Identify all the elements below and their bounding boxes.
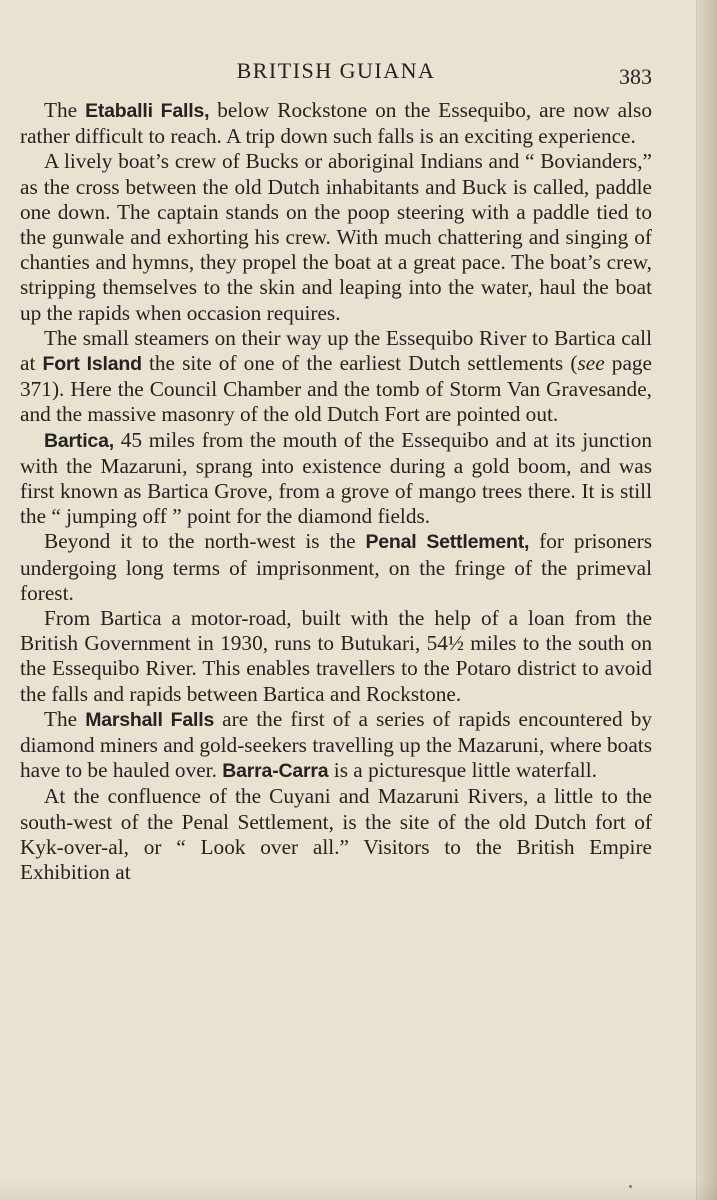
paragraph-motor-road: From Bartica a motor-road, built with the help of a loan from the British Government in 1930, runs to Butukari, 54½ miles to the south on the Essequibo River. This enables travellers to the Potaro district to avoid the falls and rapids between Bartica and Rockstone. <box>20 606 652 706</box>
running-title: BRITISH GUIANA <box>236 58 436 83</box>
body-text <box>20 98 652 885</box>
paragraph-etaballi <box>20 98 652 149</box>
text-run: page 371). Here the Council Chamber and the tomb of Storm Van Gravesande, and the massive masonry of the old Dutch Fort are pointed out. <box>20 351 652 427</box>
place-name-bartica: Bartica, <box>44 429 114 452</box>
text-run: 45 miles from the mouth of the Essequibo and at its junction with the Mazaruni, sprang into existence during a gold boom, and was first known as Bartica Grove, from a grove of mango trees there. It is still the “ jumping off ” point for the diamond fields. <box>20 427 652 529</box>
text-run: The <box>44 98 86 122</box>
page-edge <box>696 0 717 1200</box>
paragraph-kyk-over-al: At the confluence of the Cuyani and Mazaruni Rivers, a little to the south-west of the Penal Settlement, is the site of the old Dutch fort of Kyk-over-al, or “ Look over all.” Visitors to the British Empire Exhibition at <box>20 784 652 885</box>
paragraph-marshall-falls <box>20 707 652 785</box>
page-header <box>20 58 652 88</box>
paragraph-fort-island <box>20 326 652 428</box>
place-name-fort-island: Fort Island <box>42 353 142 376</box>
place-name-etaballi-falls: Etaballi Falls, <box>85 100 210 122</box>
text-run: The small steamers on their way up the Essequibo River to Bartica call at <box>20 325 652 376</box>
page-shadow <box>0 1180 717 1200</box>
text-run: is a picturesque little waterfall. <box>328 758 597 783</box>
paragraph-bartica <box>20 428 652 530</box>
text-run: The <box>44 706 86 731</box>
text-run: below Rockstone on the Essequibo, are now also rather difficult to reach. A trip down such falls is an exciting experience. <box>20 98 652 149</box>
paragraph-penal-settlement <box>20 529 652 606</box>
paragraph-boat-crew: A lively boat’s crew of Bucks or aboriginal Indians and “ Bovianders,” as the cross between the old Dutch inhabitants and Buck is called, paddle one down. The captain stands on the poop steering with a paddle tied to the gunwale and exhorting his crew. With much chattering and singing of chanties and hymns, they propel the boat at a great pace. The boat’s crew, stripping themselves to the skin and leaping into the water, haul the boat up the rapids when occasion requires. <box>20 149 652 325</box>
place-name-barra-carra: Barra-Carra <box>222 760 329 783</box>
text-run: are the first of a series of rapids encountered by diamond miners and gold-seekers travelling up the Mazaruni, where boats have to be hauled over. <box>20 706 652 783</box>
place-name-marshall-falls: Marshall Falls <box>85 708 215 731</box>
see-reference: see <box>577 351 605 376</box>
text-run: Beyond it to the north-west is the <box>44 529 366 554</box>
text-run: the site of one of the earliest Dutch settlements ( <box>141 351 578 376</box>
place-name-penal-settlement: Penal Settlement, <box>365 531 530 554</box>
page-number: 383 <box>619 64 652 89</box>
text-run: for prisoners undergoing long terms of imprisonment, on the fringe of the primeval forest. <box>20 529 652 605</box>
